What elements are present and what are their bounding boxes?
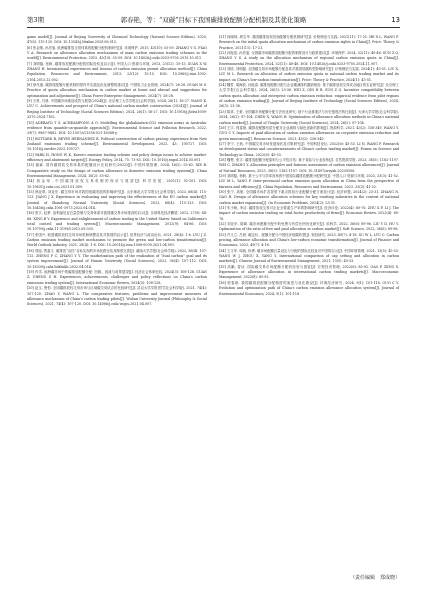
running-title: 郭春艳，等：“双碳”目标下我国碳排放配额分配机制及其优化策略 — [120, 16, 307, 24]
reference-entry: [35] 高鹏, 曾诗. 国际碳交易市场配额分配的经验与借鉴[J]. 宏观经济管理, 2022(8): 85-92. GAO P, ZENG S. Experience of allowance allocation in international carbon trading markets[J]. Macroeconomic Management, 2022(8): 85-92. — [219, 264, 399, 280]
reference-entry: [11] BOTTARD B, REYES HERNÁNDEZ B. Political construction of carbon pricing: experience from New Zealand emissions trading scheme[J]. Environmental Development, 2022, 43: 100727. DOI: 10.1016/j.envdev.2022.100727. — [27, 136, 207, 152]
references-column-right — [219, 35, 399, 297]
reference-entry: [36] 郭春艳. 我国碳排放配额分配制度的演进与优化路径[J]. 环境经济研究, 2024, 9(1): 101-118. GUO C Y. Evolution and optimization path of China's carbon emission allowance allocation system[J]. Journal of Environmental Economics, 2024, 9(1): 101-118. — [219, 280, 399, 296]
reference-entry: [8] 徐茂盛. 碳排放配额分配机制的国内外实践及优化调整的建议[J]. 中国电力企业管理, 2024(7): 26-28. DUAN M S. Practice of quota allocation mechanism in carbon market at home and abroad and suggestions for optimization and adjustment[J]. China Power Enterprise Management, 2024(7): 26-28. — [27, 83, 207, 98]
reference-entry: [14] 蒋金荣. 中国碳排放权交易机制的现状与展望[J]. 科学发展, 2021(1): 92-101. DOI: 10.19631/j.cnki.css.2021.01.009. — [27, 179, 207, 189]
reference-entry: [29] 刘明磊, 杨帆. 基于公平与效率视角的中国省际碳排放配额分配研究[J]. 中国人口·资源与环境, 2023, 33(3): 41-52. LIU M L, YANG F. Inter-provincial carbon emission quota allocation in China from the perspective of fairness and efficiency[J]. China Population, Resources and Environment, 2023, 33(3): 41-52. — [219, 173, 399, 189]
reference-entry: [15] 韩亚琪, 刘亚东. 碳交易市场对我国低碳发展的影响研究[J]. 山东师范大学学报(社会科学版), 2023, 68(4): 115-123. JIANG J X. Experience in evaluating and improving the effectiveness of the EU carbon market[J]. Journal of Shandong Normal University (Social Sciences), 2023, 68(4): 115-123. DOI: 10.16456/j.cnki.1001-5973.2023.04.014. — [27, 189, 207, 210]
reference-entry: [26] 王宇, 郭春艳. 碳排放配额有偿分配对企业减排与绿色创新的影响[J]. 资源科学, 2021, 43(2): 338-349. WANG Y, GUO C Y. Impacts of paid allocation of carbon emission allowances on corporate emission reduction and green innovation[J]. Resources Science, 2021, 43(2): 338-349. — [219, 125, 399, 141]
running-header — [27, 14, 400, 26]
reference-entry: [28] 魏楚, 张宇. 碳排放配额分配原则与公平性评估: 基于省际与行业视角[J]. 自然资源学报, 2023, 38(5): 1182-1197. WEI C, ZHANG Y. Allocation principles and fairness assessment of carbon emission allowances[J]. Journal of Natural Resources, 2023, 38(5): 1182-1197. DOI: 10.31497/zrzyxb.20230506. — [219, 157, 399, 173]
reference-entry: [31] 朱小帆, 李洁. 碳排放权交易对企业全要素生产率的影响研究[J]. 经济评论, 2022(4): 60-76. ZHU X F, LI J. The impact of carbon emission trading on total factor productivity of firms[J]. Economic Review, 2022(4): 60-76. — [219, 206, 399, 221]
reference-entry: [20] 赵玉, 鲁恒. 全国碳排放权交易市场与区域碳交易试点的比较研究[J]. 武汉大学学报(哲学社会科学版), 2021, 74(4): 107-120. ZHAO Y, WANG L. The comparative features, problems and improvement measures of allowance mechanism of China's carbon trading pilots[J]. Wuhan University Journal (Philosophy & Social Sciences), 2021, 74(4): 107-120. DOI: 10.14086/j.cnki.wujss.2021.04.007. — [27, 286, 207, 307]
reference-entry: [19] 肖雪. 欧洲碳市场中的碳排放配额分配: 回顾、挑战与前景展望[J]. 经济社会体制比较, 2024(3): 108-128. GUAN Z, CHENG S H. Experiences, achievements, challenges and policy reflections on China's carbon emissions trading system[J]. International Economic Review, 2024(3): 108-128. — [27, 270, 207, 285]
reference-entry: [10] ADEBAYO T S, ACHEAMPONG A O. Modelling the globalization-CO2 emission nexus in Australia: evidence from quantile-on-quantile approach[J]. Environmental Science and Pollution Research, 2022, 29(7): 9867-9882. DOI: 10.1007/s11356-021-16368-y. — [27, 120, 207, 136]
reference-entry: [22] 孙振清, 孙亮旭. 全国碳市场碳排放配额分配的制度设计与政策建议[J]. 环境保护, 2024, 52(11): 40-46. SUN Z Q, ZHANG Y S. A study on the allocation mechanism of regional carbon emission quota in China[J]. Environmental Protection, 2024, 52(11): 40-46. DOI: 10.14026/j.cnki.0253-9705.2024.11.007. — [219, 51, 399, 66]
reference-entry: [17] 张国兴. 欧盟碳排放权交易市场机制调整及其对我国的启示[J]. 世界经济与政治论坛, 2021, 28(4): 1-6. LYU J Z. Carbon emission trading market mechanism to promote the green and low-carbon transformation[J]. World Outlook Industry, 2021, 28(4): 1-6. DOI: 10.20014/j.issn.1006-0030.2021.04.001. — [27, 232, 207, 248]
reference-entry: [27] 李宁, 王帆. 中国碳交易市场发展现状及对策研究[J]. 中国科技论坛, 2022(6): 45-53. LI N, WANG F. Research on development status and countermeasures of China's carbon trading market[J]. Forum on Science and Technology in China, 2022(6): 45-53. — [219, 141, 399, 157]
references-column-left — [27, 35, 207, 308]
reference-entry: [25] 陈祥, 王豪. 全国碳市场配额分配方法优化研究: 基于行业基准法与历史强度法的比较[J]. 天津大学学报(社会科学版), 2024, 26(2): 97-104. CHEN X, WANG H. Optimization of allowance allocation methods in China's national carbon market[J]. Journal of Tianjin University (Social Sciences), 2024, 26(2): 97-104. — [219, 109, 399, 125]
reference-entry: [13] 谢斌. 国内碳排放交易体系的配额设计比较研究(2022)[J]. 中国环境管理, 2024, 16(2): 55-62. XIE B. Comparative study on the design of carbon allowance in domestic emission trading systems[J]. China Environmental Management, 2024, 16(2): 55-62. — [27, 163, 207, 178]
reference-entry: [33] 许文立, 吕晨. 碳定价、配额分配与中国经济低碳转型[J]. 财经研究, 2023, 49(7): 4-18. XU W L, LYU C. Carbon pricing, allowance allocation and China's low-carbon economic transformation[J]. Journal of Finance and Economics, 2023, 49(7): 4-18. — [219, 232, 399, 248]
editor-note: （责任编辑 郑成晓） — [349, 575, 400, 581]
reference-entry: [18] 郑旭, 贾嘉文. 碳排放“双控”目标实现的市场化路径及其制度完善[J]. 湖南大学学报(社会科学版), 2022, 36(4): 107-112. ZHENG F C, ZHANG Y Y. The marketization path of the realization of “dual carbon” goal and its system improvement[J]. Journal of Hunan University (Social Sciences), 2022, 36(4): 107-112. DOI: 10.16339/j.cnki.hdxbskb.2022.04.014. — [27, 248, 207, 269]
reference-entry: [9] 王科, 吕晨. 中国碳市场建设成效与展望(2024)[J]. 北京理工大学学报(社会科学版), 2024, 26(1): 16-27. WANG K, LYU C. Achievements and prospect of China's national carbon market construction (2024)[J]. Journal of Beijing Institute of Technology (Social Sciences Edition), 2024, 26(1): 16-27. DOI: 10.15918/j.jbitss1009-3370.2024.7182. — [27, 99, 207, 120]
reference-entry: game model[J]. Journal of Beijing University of Chemical Technology (Natural Science Edition), 2020, 47(6): 115-120. DOI: 10.13543/j.bhxbzr.2020.06.015. — [27, 35, 207, 45]
reference-entry: [16] 张宇, 赵梦. 加利福尼亚总量控制与交易体系对我国碳交易市场建设的启示[J]. 全球科技经济瞭望, 2012, 27(9): 84-86. XING B Y. Experience and enlightenment of carbon trading in the United States: based on California's total control and trading system[J]. Macroeconomic Management, 2012(9): 84-86. DOI: 10.19709/j.cnki.11-3199/f.2012.09.033. — [27, 211, 207, 232]
reference-entry: [23] 刘欣, 刘明磊. 全国碳交易市场配额分配及其对我国低碳转型影响研究[J]. 价格理论与实践, 2024(1): 45-51. LIU X, LIU M L. Research on allocation of carbon emission quota in national carbon trading market and its impact on China's low-carbon transformation[J]. Price: Theory & Practice, 2024(1): 45-51. — [219, 67, 399, 82]
reference-entry: [34] 王文军, 周晓, 杨勇. 碳市场配额总量设定与分配的国际比较及对中国的启示[J]. 中国环境管理, 2021, 13(5): 45-53. WANG W J, ZHOU X, YANG Y. International comparison of cap setting and allocation in carbon markets[J]. Chinese Journal of Environmental Management, 2021, 13(5): 45-53. — [219, 248, 399, 264]
reference-entry: [7] 刘明磊, 张帆. 碳排放权配额分配的国际经验及启示[J]. 中国人口·资源与环境, 2013, 23(12): 10-15. XUAN X W, ZHANG H. International experiences and lessons of carbon emission permit allocation method[J]. China Population, Resources and Environment, 2013, 23(12): 10-15. DOI: 10.3969/j.issn.1002-2104.2013.12.002. — [27, 61, 207, 82]
reference-entry: [21] 何晓林, 颜宝华. 我国碳排放权初始配额分配机制研究[J]. 价格理论与实践, 2021(11): 17-21. HE X L, WANG F. Research on the initial quota allocation mechanism of carbon emission rights in China[J]. Price: Theory & Practice, 2021(11): 17-21. — [219, 35, 399, 50]
reference-entry: [32] 刘亚东, 胡瑜. 碳市场配额分配中的免费与有偿比例优化研究[J]. 软科学, 2022, 36(6): 89-96. LIU Y D, HU Y. Optimization of the ratio of free and paid allocation in carbon market[J]. Soft Science, 2022, 36(6): 89-96. — [219, 222, 399, 232]
header-rule — [27, 27, 400, 28]
issue-label: 第3期 — [27, 16, 44, 24]
page-number: 13 — [391, 16, 400, 24]
reference-entry: [6] 张金刚, 孙亮旭. 欧洲碳排放交易体系的配额分配机制研究[J]. 环境保护, 2015, 43(10): 55-59. ZHANG Y G, FIAO Y A. Research on allowance allocation mechanisms of main carbon emission trading schemes in the world[J]. Environmental Protection, 2015, 43(10): 55-59. DOI: 10.14026/j.cnki.0253-9705.2015.10.011. — [27, 45, 207, 61]
reference-entry: [30] 张宁, 高航. 全国碳市场扩容背景下重点排放行业配额分配方案设计[J]. 经济问题, 2024(2): 23-31. ZHANG N, GAO H. Design of allowance allocation schemes for key emitting industries in the context of national carbon market expansion[J]. On Economic Problems, 2024(2): 23-31. — [219, 189, 399, 205]
reference-entry: [12] PARK H, HONG W K. Korea's emission trading scheme and policy design issues to achieve market-efficiency and abatement targets[J]. Energy Policy, 2014, 75: 73-83. DOI: 10.1016/j.enpol.2014.05.001. — [27, 152, 207, 162]
reference-entry: [24] 魏哲, 秦海波, 孙振清. 碳排放配额分配与企业碳减排的激励相容: 基于碳排放权交易试点地区的实证研究[J]. 北京理工大学学报(社会科学版), 2024, 26(3): 23-36. WEI Z, QIN H B, SUN Z Q. Incentive compatibility between carbon quota allocation and enterprise carbon emission reduction: empirical evidence from pilot regions of carbon emission trading[J]. Journal of Beijing Institute of Technology (Social Sciences Edition), 2024, 26(3): 23-36. — [219, 83, 399, 109]
